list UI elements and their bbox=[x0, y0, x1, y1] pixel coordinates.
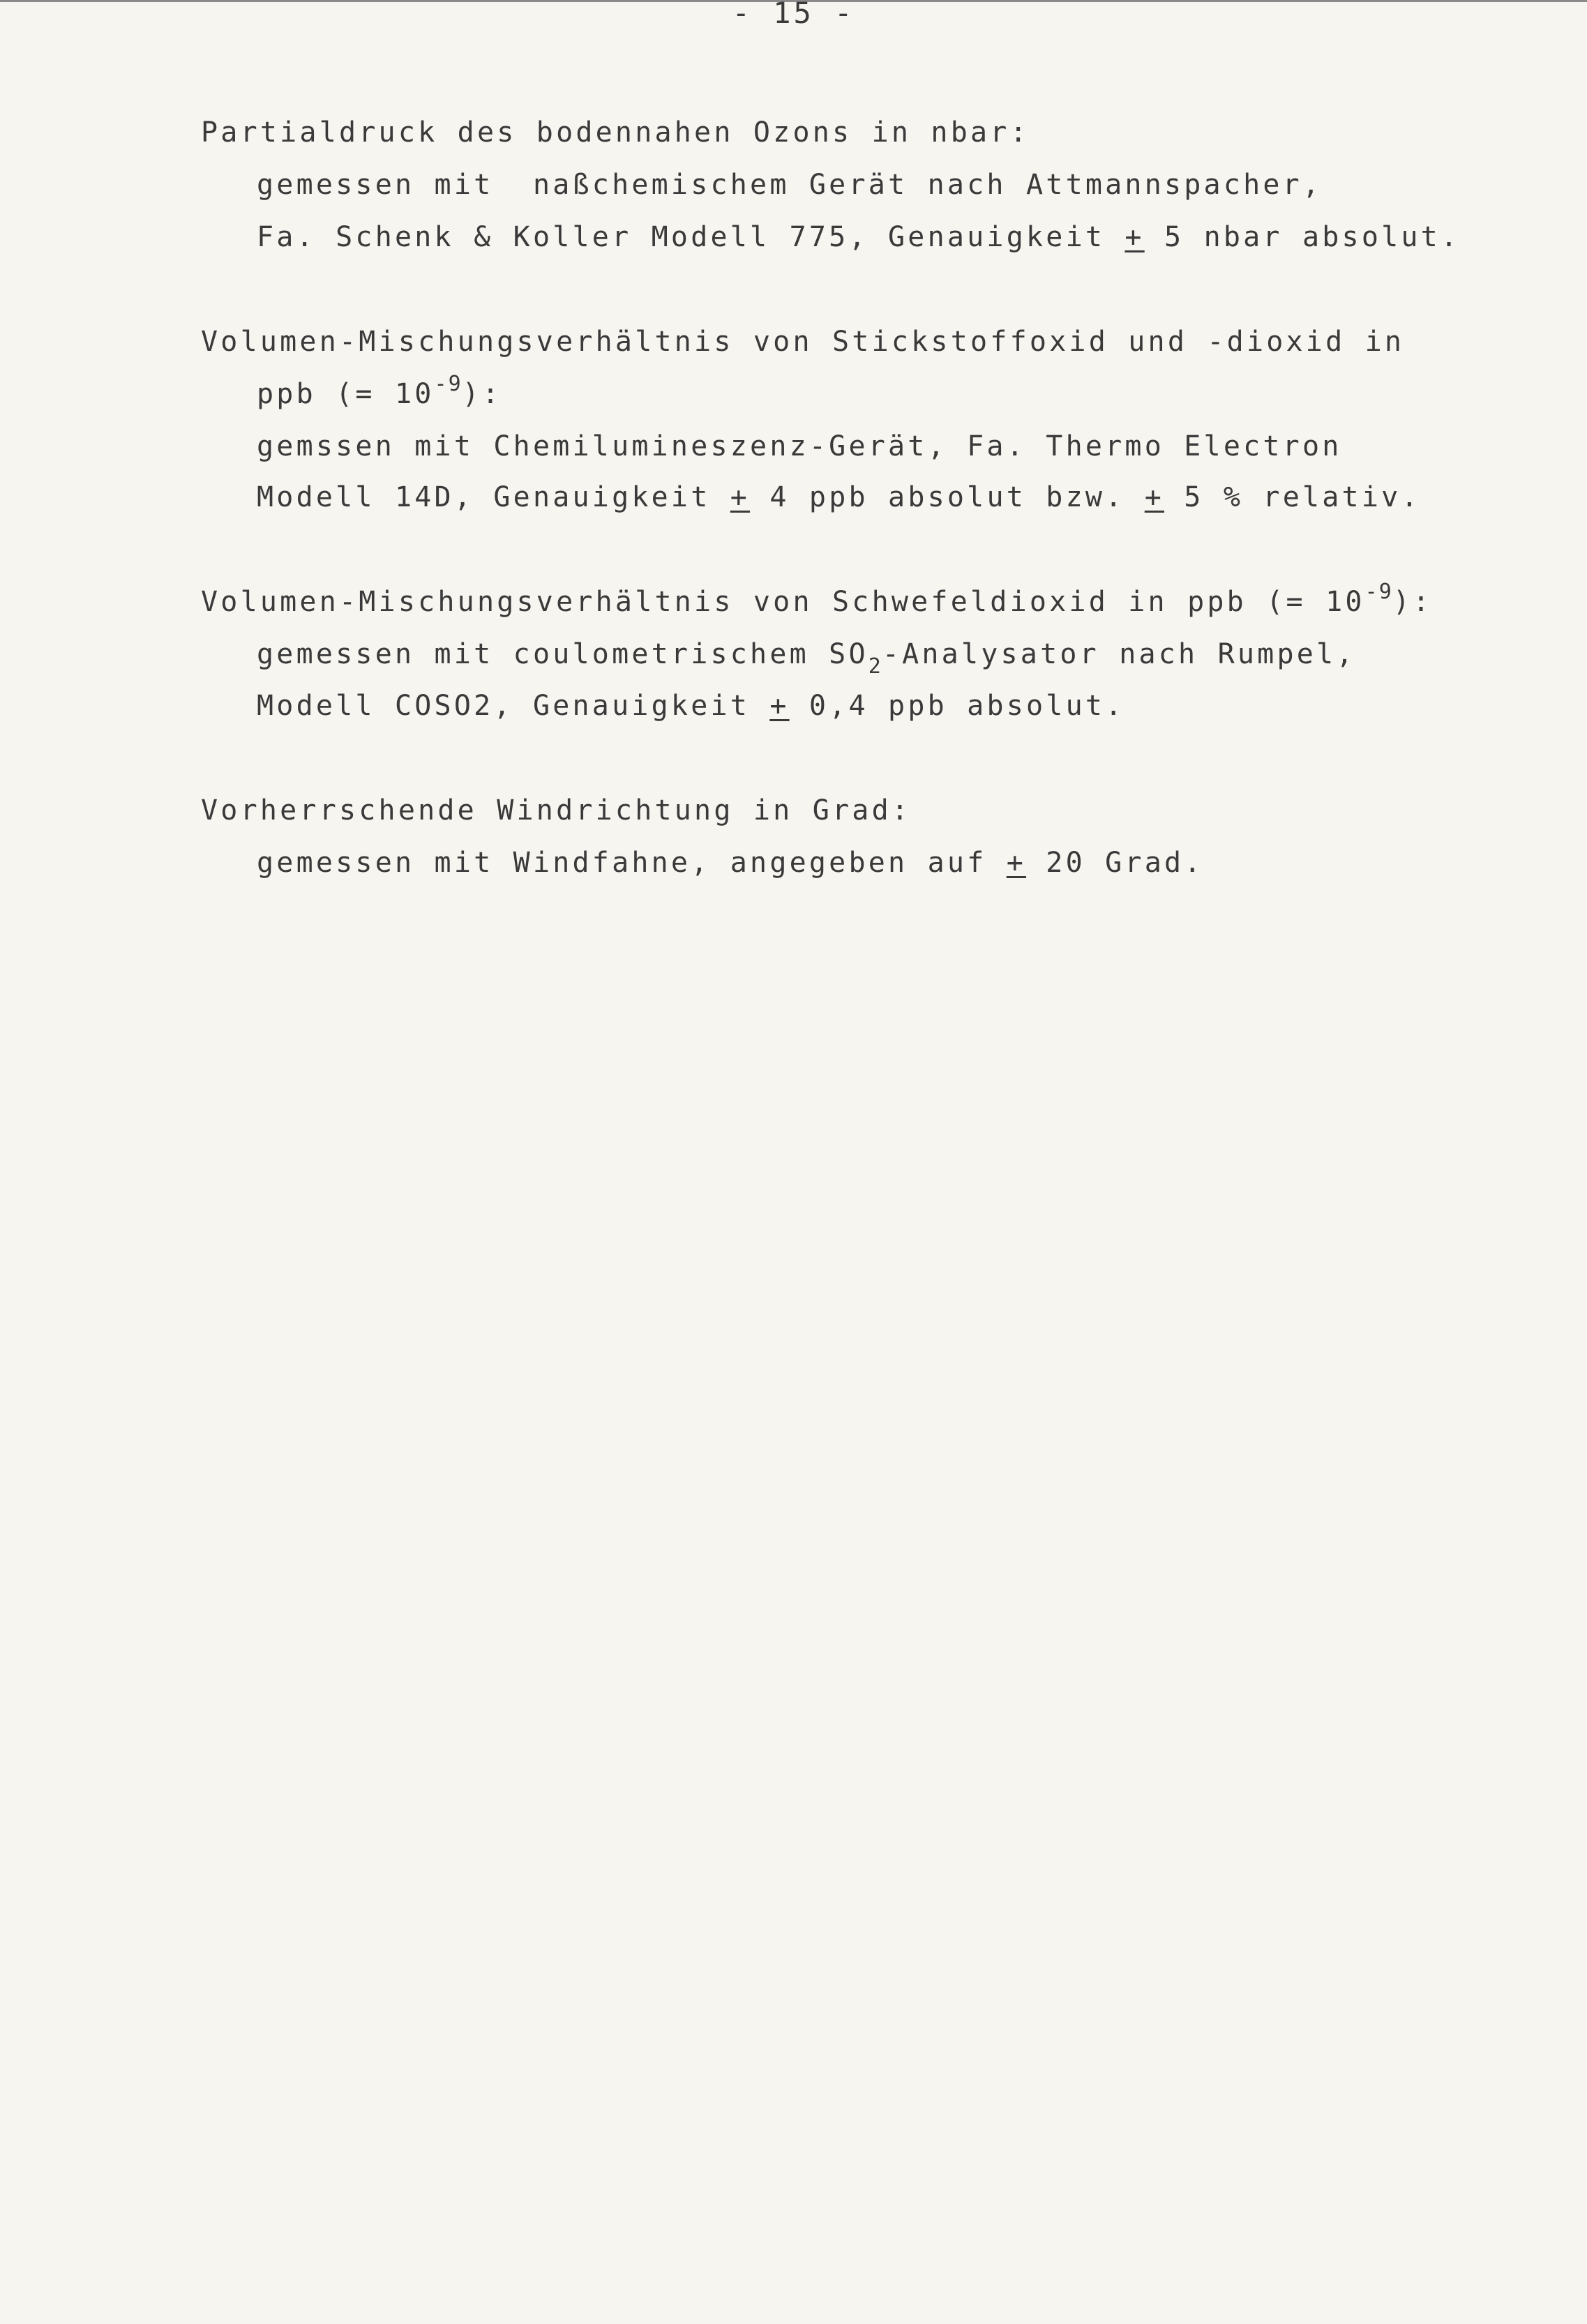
so2-subscript: 2 bbox=[868, 654, 882, 679]
nox-accuracy-text: Modell 14D, Genauigkeit bbox=[257, 481, 730, 513]
nox-unit-line bbox=[257, 372, 502, 410]
so2-accuracy-value: 0,4 ppb absolut. bbox=[789, 690, 1125, 722]
so2-method-line bbox=[257, 638, 1356, 679]
plus-minus-sign: + bbox=[1125, 221, 1145, 253]
plus-minus-sign: + bbox=[1006, 847, 1027, 879]
nox-unit-exponent: -9 bbox=[434, 372, 462, 396]
nox-unit-close: ): bbox=[462, 378, 502, 410]
so2-accuracy-text: Modell COSO2, Genauigkeit bbox=[257, 690, 770, 722]
nox-unit-base: ppb (= 10 bbox=[257, 378, 435, 410]
so2-method-text: gemessen mit coulometrischem SO bbox=[257, 638, 868, 670]
so2-heading-text: Volumen-Mischungsverhältnis von Schwefeldioxid in ppb (= 10 bbox=[201, 586, 1365, 618]
plus-minus-sign: + bbox=[769, 690, 790, 722]
so2-accuracy-line bbox=[257, 692, 1125, 720]
page-number: - 15 - bbox=[732, 0, 855, 30]
ozone-heading: Partialdruck des bodennahen Ozons in nbar: bbox=[201, 116, 1030, 149]
nox-accuracy-relative: 5 % relativ. bbox=[1164, 481, 1421, 513]
so2-heading-exponent: -9 bbox=[1364, 580, 1393, 604]
wind-method-value: 20 Grad. bbox=[1026, 847, 1204, 879]
nox-accuracy-absolute: 4 ppb absolut bzw. bbox=[750, 481, 1145, 513]
wind-heading: Vorherrschende Windrichtung in Grad: bbox=[201, 794, 912, 827]
nox-accuracy-line bbox=[257, 483, 1421, 511]
ozone-accuracy-line bbox=[257, 223, 1460, 251]
plus-minus-sign: + bbox=[1144, 481, 1165, 513]
so2-heading bbox=[201, 580, 1433, 618]
ozone-accuracy-text: Fa. Schenk & Koller Modell 775, Genauigkeit bbox=[257, 221, 1125, 253]
so2-method-rest: -Analysator nach Rumpel, bbox=[882, 638, 1356, 670]
nox-method-line: gemssen mit Chemilumineszenz-Gerät, Fa. Thermo Electron bbox=[257, 430, 1342, 462]
nox-heading: Volumen-Mischungsverhältnis von Stickstoffoxid und -dioxid in bbox=[201, 326, 1405, 358]
plus-minus-sign: + bbox=[730, 481, 751, 513]
so2-heading-close: ): bbox=[1392, 586, 1433, 618]
wind-method-line bbox=[257, 849, 1204, 877]
ozone-accuracy-value: 5 nbar absolut. bbox=[1144, 221, 1461, 253]
ozone-method-line: gemessen mit naßchemischem Gerät nach Attmannspacher, bbox=[257, 169, 1323, 201]
wind-method-text: gemessen mit Windfahne, angegeben auf bbox=[257, 847, 1007, 879]
